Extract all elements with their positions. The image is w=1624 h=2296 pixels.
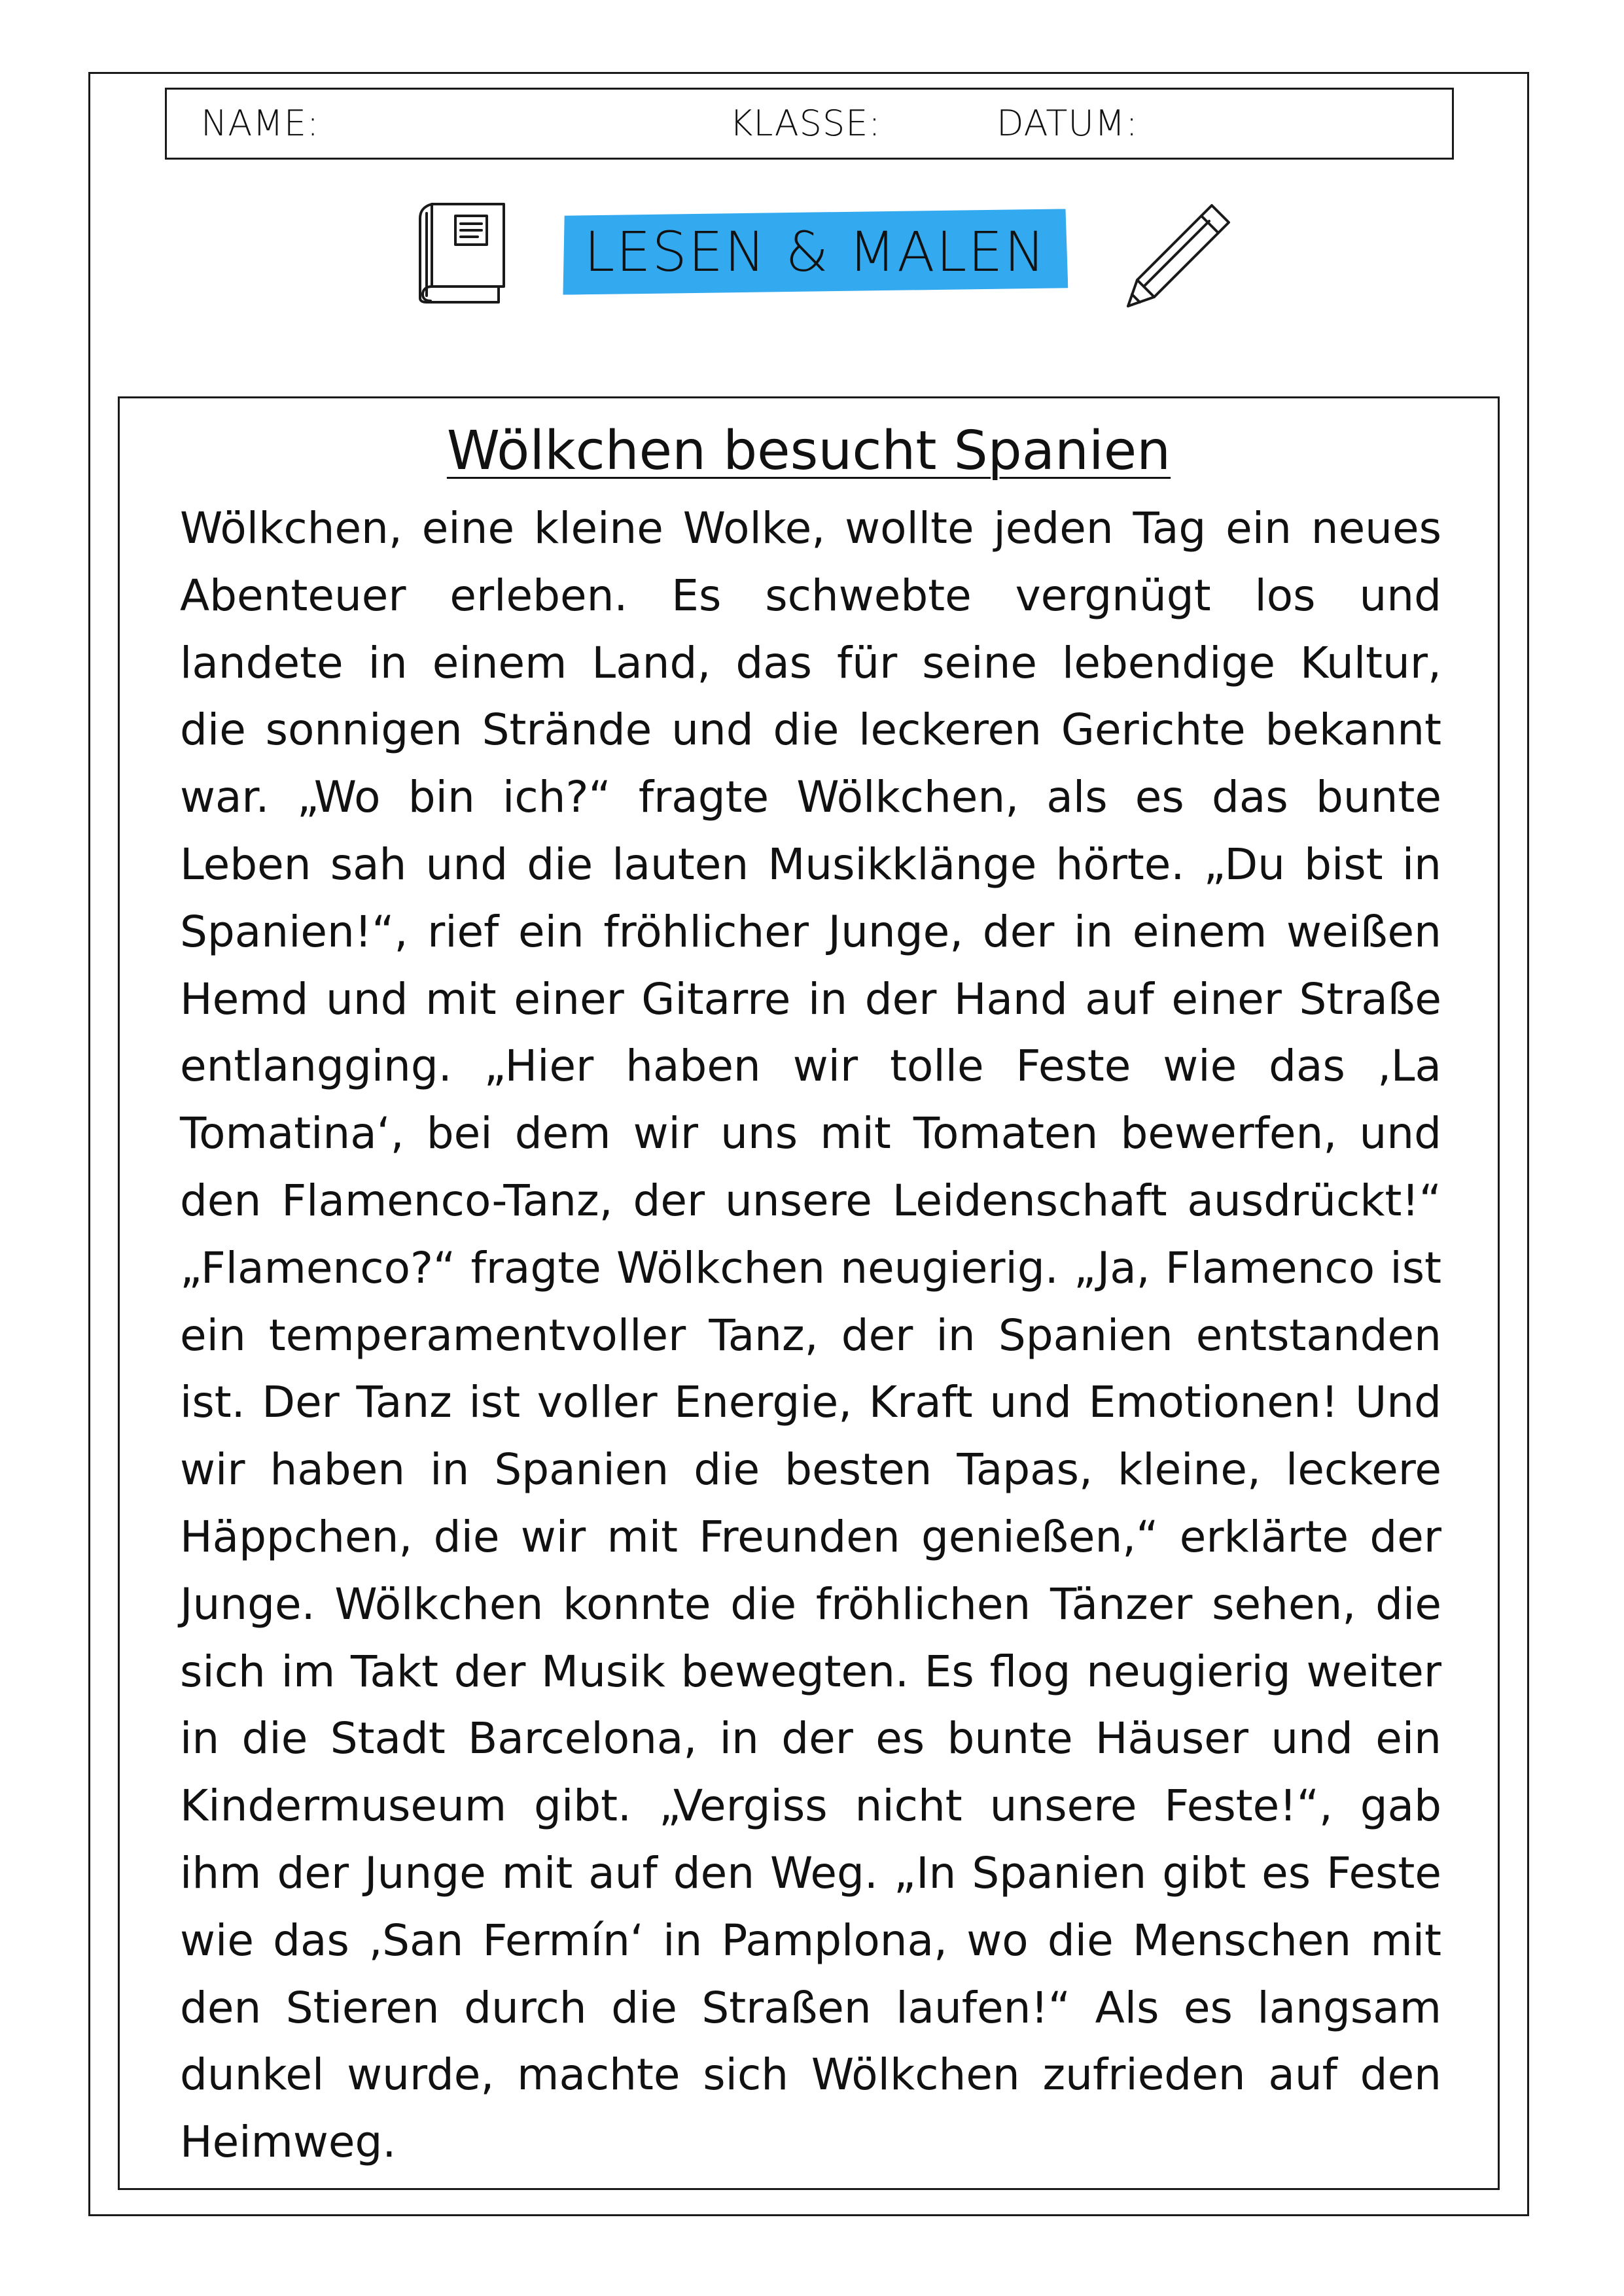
book-icon — [412, 200, 510, 305]
story-title: Wölkchen besucht Spanien — [446, 420, 1171, 482]
date-label: DATUM: — [997, 103, 1139, 144]
name-label: NAME: — [201, 103, 320, 144]
student-info-header — [165, 88, 1454, 160]
story-text: Wölkchen, eine kleine Wolke, wollte jeden Tag ein neues Abenteuer erleben. Es schwebte vergnügt los und landete in einem Land, das für seine lebendige Kultur, die sonnigen Strände und die leckeren Gerichte bekannt war. „Wo bin ich?“ fragte Wölkchen, als es das bunte Leben sah und die lauten Musikklänge hörte. „Du bist in Spanien!“, rief ein fröhlicher Junge, der in einem weißen Hemd und mit einer Gitarre in der Hand auf einer Straße entlangging. „Hier haben wir tolle Feste wie das ‚La Tomatina‘, bei dem wir uns mit Tomaten bewerfen, und den Flamenco-Tanz, der unsere Leidenschaft ausdrückt!“ „Flamenco?“ fragte Wölkchen neugierig. „Ja, Flamenco ist ein temperamentvoller Tanz, der in Spanien entstanden ist. Der Tanz ist voller Energie, Kraft und Emotionen! Und wir haben in Spanien die besten Tapas, kleine, leckere Häppchen, die wir mit Freunden genießen,“ erklärte der Junge. Wölkchen konnte die fröhlichen Tänzer sehen, die sich im Takt der Musik bewegten. Es flog neugierig weiter in die Stadt Barcelona, in der es bunte Häuser und ein Kindermuseum gibt. „Vergiss nicht unsere Feste!“, gab ihm der Junge mit auf den Weg. „In Spanien gibt es Feste wie das ‚San Fermín‘ in Pamplona, wo die Menschen mit den Stieren durch die Straßen laufen!“ Als es langsam dunkel wurde, machte sich Wölkchen zufrieden auf den Heimweg. — [180, 503, 1441, 2168]
worksheet-type-title: LESEN & MALEN — [584, 220, 1047, 284]
pencil-icon — [1120, 196, 1238, 314]
story-box — [118, 396, 1500, 2190]
class-label: KLASSE: — [730, 103, 881, 144]
